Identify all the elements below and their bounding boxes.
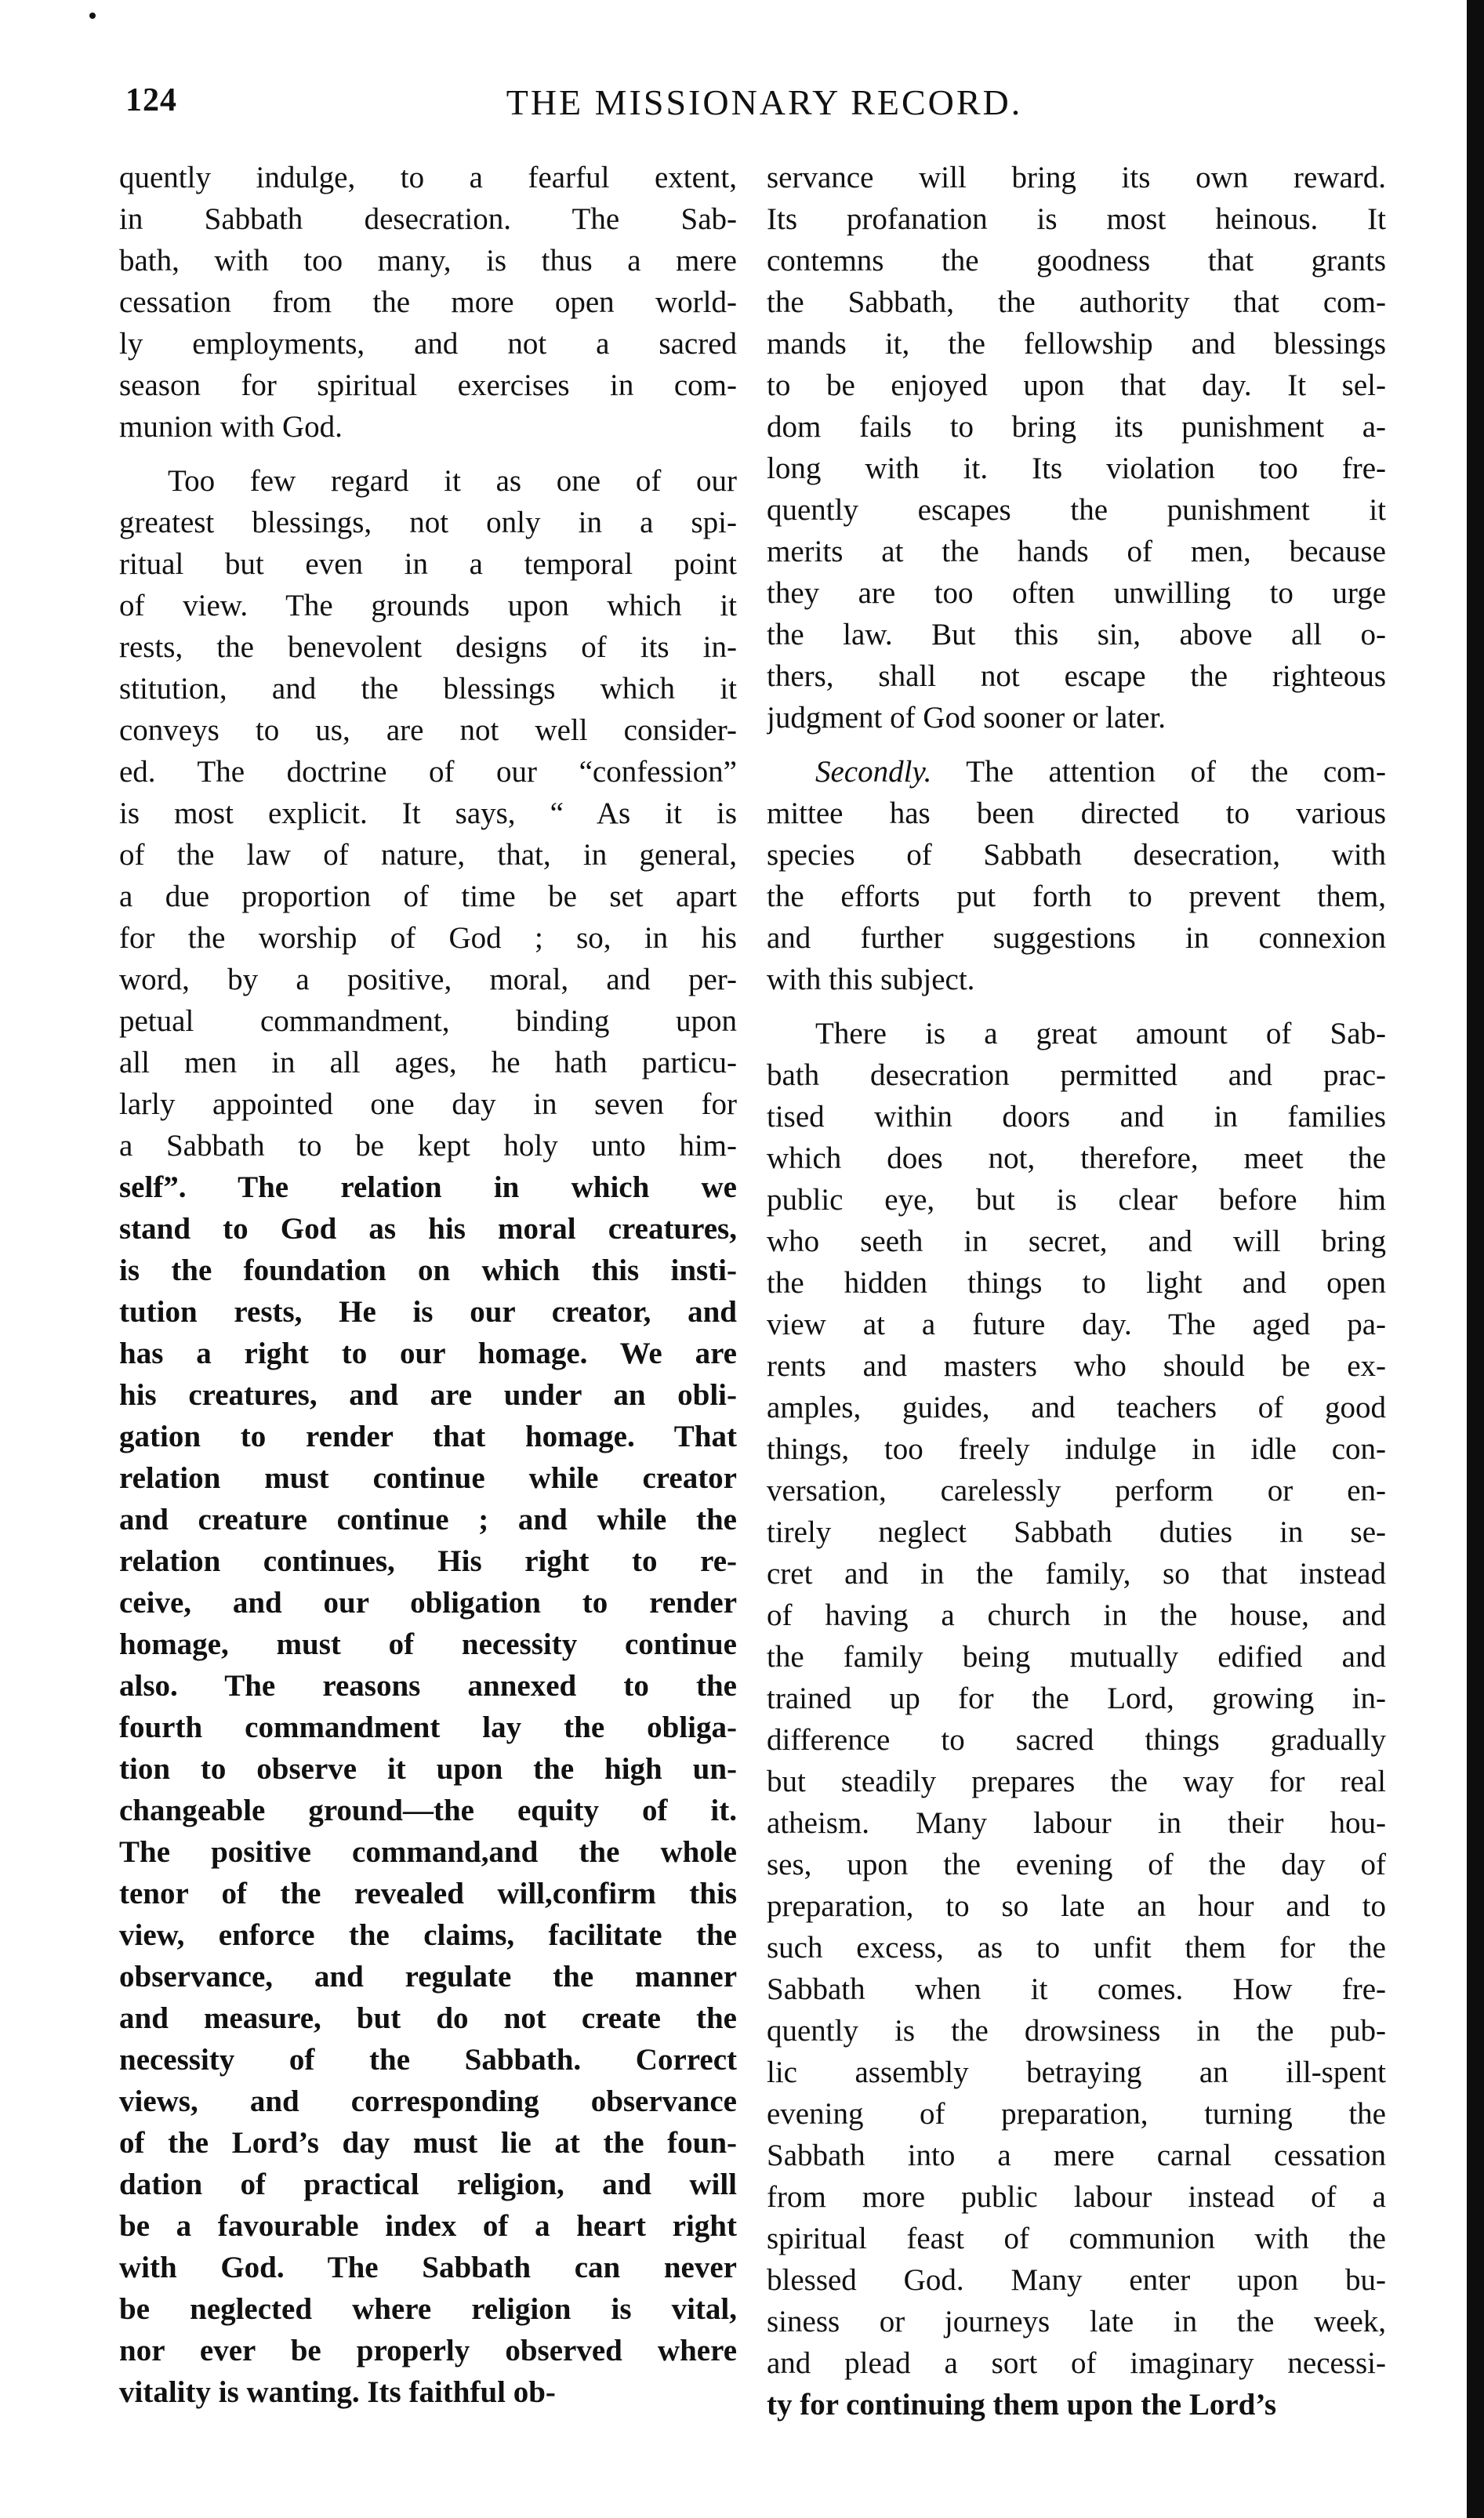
text-line <box>767 2384 1386 2425</box>
line-text: which does not, therefore, meet the <box>767 1141 1386 1175</box>
line-text: munion with God. <box>119 410 343 444</box>
text-line <box>119 502 737 543</box>
text-line <box>767 834 1386 876</box>
text-line <box>767 2342 1386 2384</box>
line-text: relation continues, His right to re- <box>119 1544 737 1578</box>
text-line <box>767 489 1386 531</box>
text-line <box>119 1374 737 1416</box>
text-line <box>767 1428 1386 1470</box>
line-text: siness or journeys late in the week, <box>767 2305 1386 2338</box>
text-line <box>119 751 737 793</box>
text-line <box>119 668 737 709</box>
line-text: vitality is wanting. Its faithful ob- <box>119 2375 556 2409</box>
text-line <box>119 2164 737 2205</box>
line-text: and plead a sort of imaginary necessi- <box>767 2346 1386 2380</box>
text-line <box>119 1831 737 1873</box>
line-text: nor ever be properly observed where <box>119 2334 737 2367</box>
line-text: servance will bring its own reward. <box>767 161 1386 194</box>
text-line <box>767 1968 1386 2010</box>
paragraph <box>767 157 1386 738</box>
text-line <box>119 585 737 626</box>
line-text: contemns the goodness that grants <box>767 244 1386 278</box>
line-text: long with it. Its violation too fre- <box>767 452 1386 485</box>
line-text: the efforts put forth to prevent them, <box>767 880 1386 913</box>
line-text: spiritual feast of communion with the <box>767 2222 1386 2255</box>
line-text: is most explicit. It says, “ As it is <box>119 796 737 830</box>
text-line <box>119 2330 737 2371</box>
line-text: with this subject. <box>767 963 975 996</box>
running-title: THE MISSIONARY RECORD. <box>506 82 1023 122</box>
text-line <box>119 917 737 959</box>
line-text: There is a great amount of Sab- <box>815 1017 1386 1050</box>
line-text: changeable ground—the equity of it. <box>119 1794 737 1827</box>
text-line <box>119 543 737 585</box>
text-line <box>767 917 1386 959</box>
line-text: of having a church in the house, and <box>767 1598 1386 1632</box>
text-line <box>119 1540 737 1582</box>
line-text: ses, upon the evening of the day of <box>767 1848 1386 1881</box>
text-line <box>119 1333 737 1374</box>
line-text: ly employments, and not a sacred <box>119 327 737 361</box>
line-text: The attention of the com- <box>931 755 1386 789</box>
text-line <box>767 751 1386 793</box>
text-line <box>119 365 737 406</box>
text-line <box>119 157 737 198</box>
line-text: the law. But this sin, above all o- <box>767 618 1386 651</box>
text-line <box>119 281 737 323</box>
text-line <box>767 1137 1386 1179</box>
text-line <box>767 655 1386 697</box>
line-text: ritual but even in a temporal point <box>119 547 737 581</box>
line-text: tirely neglect Sabbath duties in se- <box>767 1515 1386 1549</box>
text-line <box>767 2052 1386 2093</box>
line-text: cessation from the more open world- <box>119 285 737 319</box>
text-line <box>119 834 737 876</box>
line-text: of the law of nature, that, in general, <box>119 838 737 872</box>
text-line <box>767 1013 1386 1054</box>
line-text: and creature continue ; and while the <box>119 1503 737 1537</box>
text-line <box>767 2135 1386 2176</box>
text-line <box>767 614 1386 655</box>
line-text: Sabbath into a mere carnal cessation <box>767 2139 1386 2172</box>
page-number: 124 <box>125 82 177 118</box>
line-text: ty for continuing them upon the Lord’s <box>767 2388 1277 2422</box>
line-text: view, enforce the claims, facilitate the <box>119 1918 737 1952</box>
line-text: ed. The doctrine of our “confession” <box>119 755 737 789</box>
line-text: difference to sacred things gradually <box>767 1723 1386 1757</box>
line-text: tised within doors and in families <box>767 1100 1386 1134</box>
text-line <box>767 2259 1386 2301</box>
page-header <box>125 82 1403 136</box>
text-line <box>767 365 1386 406</box>
line-text: things, too freely indulge in idle con- <box>767 1432 1386 1466</box>
text-line <box>767 1345 1386 1387</box>
text-line <box>119 1582 737 1624</box>
text-line <box>119 1997 737 2039</box>
paragraph <box>119 157 737 448</box>
line-text: preparation, to so late an hour and to <box>767 1889 1386 1923</box>
text-line <box>767 1553 1386 1595</box>
line-text: lic assembly betraying an ill-spent <box>767 2055 1386 2089</box>
text-line <box>767 1179 1386 1221</box>
line-text: quently is the drowsiness in the pub- <box>767 2014 1386 2048</box>
text-line <box>767 1719 1386 1761</box>
text-line <box>119 626 737 668</box>
line-text: gation to render that homage. That <box>119 1420 737 1453</box>
line-text: for the worship of God ; so, in his <box>119 921 737 955</box>
text-line <box>767 281 1386 323</box>
line-text: cret and in the family, so that instead <box>767 1557 1386 1591</box>
text-line <box>119 1457 737 1499</box>
text-line <box>119 198 737 240</box>
line-text: amples, guides, and teachers of good <box>767 1391 1386 1424</box>
line-text: they are too often unwilling to urge <box>767 576 1386 610</box>
text-line <box>119 1416 737 1457</box>
text-line <box>767 531 1386 572</box>
line-text: mands it, the fellowship and blessings <box>767 327 1386 361</box>
text-line <box>119 240 737 281</box>
line-text: evening of preparation, turning the <box>767 2097 1386 2131</box>
text-line <box>119 1000 737 1042</box>
text-line <box>767 406 1386 448</box>
line-text: his creatures, and are under an obli- <box>119 1378 737 1412</box>
text-line <box>119 1624 737 1665</box>
line-text: self”. The relation in which we <box>119 1170 737 1204</box>
text-line <box>767 959 1386 1000</box>
italic-lead: Secondly. <box>815 755 932 789</box>
line-text: the hidden things to light and open <box>767 1266 1386 1300</box>
line-text: and further suggestions in connexion <box>767 921 1386 955</box>
line-text: to be enjoyed upon that day. It sel- <box>767 368 1386 402</box>
text-line <box>119 1042 737 1083</box>
text-line <box>767 1761 1386 1802</box>
text-line <box>767 1054 1386 1096</box>
text-line <box>767 1221 1386 1262</box>
line-text: is the foundation on which this insti- <box>119 1254 737 1287</box>
text-line <box>119 2371 737 2413</box>
text-line <box>767 1387 1386 1428</box>
line-text: the Sabbath, the authority that com- <box>767 285 1386 319</box>
line-text: petual commandment, binding upon <box>119 1004 737 1038</box>
text-line <box>767 1096 1386 1137</box>
text-line <box>119 1707 737 1748</box>
page-edge-shadow <box>1467 0 1484 2518</box>
line-text: atheism. Many labour in their hou- <box>767 1806 1386 1840</box>
text-line <box>119 1208 737 1250</box>
line-text: and measure, but do not create the <box>119 2001 737 2035</box>
text-line <box>119 876 737 917</box>
text-line <box>767 240 1386 281</box>
text-line <box>767 1595 1386 1636</box>
line-text: tenor of the revealed will,confirm this <box>119 1877 737 1910</box>
line-text: rests, the benevolent designs of its in- <box>119 630 737 664</box>
text-line <box>119 793 737 834</box>
text-line <box>119 1291 737 1333</box>
line-text: trained up for the Lord, growing in- <box>767 1682 1386 1715</box>
text-line <box>119 406 737 448</box>
ink-speck <box>89 13 96 19</box>
line-text: versation, carelessly perform or en- <box>767 1474 1386 1508</box>
line-text: in Sabbath desecration. The Sab- <box>119 202 737 236</box>
paragraph <box>119 460 737 2413</box>
text-line <box>767 2176 1386 2218</box>
right-column <box>767 157 1386 2477</box>
line-text: public eye, but is clear before him <box>767 1183 1386 1217</box>
text-line <box>767 793 1386 834</box>
line-text: but steadily prepares the way for real <box>767 1765 1386 1798</box>
line-text: has a right to our homage. We are <box>119 1337 737 1370</box>
line-text: be neglected where religion is vital, <box>119 2292 737 2326</box>
text-line <box>119 2081 737 2122</box>
line-text: rents and masters who should be ex- <box>767 1349 1386 1383</box>
text-line <box>767 1927 1386 1968</box>
line-text: quently indulge, to a fearful extent, <box>119 161 737 194</box>
line-text: views, and corresponding observance <box>119 2084 737 2118</box>
line-text: thers, shall not escape the righteous <box>767 659 1386 693</box>
line-text: dom fails to bring its punishment a- <box>767 410 1386 444</box>
line-text: dation of practical religion, and will <box>119 2168 737 2201</box>
line-text: The positive command,and the whole <box>119 1835 737 1869</box>
text-line <box>767 572 1386 614</box>
line-text: a due proportion of time be set apart <box>119 880 737 913</box>
text-line <box>767 1470 1386 1511</box>
text-line <box>119 709 737 751</box>
text-line <box>119 1665 737 1707</box>
line-text: tion to observe it upon the high un- <box>119 1752 737 1786</box>
line-text: the family being mutually edified and <box>767 1640 1386 1674</box>
text-line <box>767 1678 1386 1719</box>
text-line <box>119 1748 737 1790</box>
line-text: greatest blessings, not only in a spi- <box>119 506 737 539</box>
text-line <box>119 1166 737 1208</box>
text-line <box>767 1636 1386 1678</box>
line-text: be a favourable index of a heart right <box>119 2209 737 2243</box>
text-line <box>119 2039 737 2081</box>
text-line <box>767 2010 1386 2052</box>
line-text: bath desecration permitted and prac- <box>767 1058 1386 1092</box>
line-text: with God. The Sabbath can never <box>119 2251 737 2284</box>
line-text: relation must continue while creator <box>119 1461 737 1495</box>
line-text: of the Lord’s day must lie at the foun- <box>119 2126 737 2160</box>
text-line <box>119 959 737 1000</box>
text-line <box>767 1262 1386 1304</box>
line-text: stand to God as his moral creatures, <box>119 1212 737 1246</box>
line-text: view at a future day. The aged pa- <box>767 1308 1386 1341</box>
line-text: also. The reasons annexed to the <box>119 1669 737 1703</box>
line-text: necessity of the Sabbath. Correct <box>119 2043 737 2077</box>
line-text: from more public labour instead of a <box>767 2180 1386 2214</box>
text-line <box>119 1956 737 1997</box>
text-line <box>767 323 1386 365</box>
text-line <box>119 1125 737 1166</box>
line-text: Sabbath when it comes. How fre- <box>767 1972 1386 2006</box>
line-text: tution rests, He is our creator, and <box>119 1295 737 1329</box>
text-line <box>119 1914 737 1956</box>
text-line <box>119 2205 737 2247</box>
text-line <box>767 1511 1386 1553</box>
text-line <box>767 2218 1386 2259</box>
line-text: quently escapes the punishment it <box>767 493 1386 527</box>
text-line <box>119 2247 737 2288</box>
text-line <box>119 1873 737 1914</box>
text-line <box>767 697 1386 738</box>
line-text: blessed God. Many enter upon bu- <box>767 2263 1386 2297</box>
line-text: observance, and regulate the manner <box>119 1960 737 1994</box>
text-line <box>119 2288 737 2330</box>
line-text: conveys to us, are not well consider- <box>119 713 737 747</box>
line-text: species of Sabbath desecration, with <box>767 838 1386 872</box>
line-text: judgment of God sooner or later. <box>767 701 1167 735</box>
line-text: such excess, as to unfit them for the <box>767 1931 1386 1965</box>
line-text: merits at the hands of men, because <box>767 535 1386 568</box>
line-text: homage, must of necessity continue <box>119 1627 737 1661</box>
line-text: Too few regard it as one of our <box>168 464 737 498</box>
text-line <box>767 2301 1386 2342</box>
line-text: ceive, and our obligation to render <box>119 1586 737 1620</box>
line-text: who seeth in secret, and will bring <box>767 1225 1386 1258</box>
text-line <box>767 876 1386 917</box>
line-text: stitution, and the blessings which it <box>119 672 737 706</box>
text-line <box>119 460 737 502</box>
text-line <box>119 1499 737 1540</box>
text-line <box>767 1304 1386 1345</box>
line-text: Its profanation is most heinous. It <box>767 202 1386 236</box>
line-text: word, by a positive, moral, and per- <box>119 963 737 996</box>
text-line <box>767 2093 1386 2135</box>
text-line <box>119 1250 737 1291</box>
text-line <box>767 1802 1386 1844</box>
line-text: fourth commandment lay the obliga- <box>119 1711 737 1744</box>
line-text: a Sabbath to be kept holy unto him- <box>119 1129 737 1163</box>
text-line <box>767 157 1386 198</box>
line-text: larly appointed one day in seven for <box>119 1087 737 1121</box>
line-text: bath, with too many, is thus a mere <box>119 244 737 278</box>
line-text: season for spiritual exercises in com- <box>119 368 737 402</box>
line-text: of view. The grounds upon which it <box>119 589 737 622</box>
left-column <box>119 157 737 2477</box>
text-line <box>119 1790 737 1831</box>
line-text: all men in all ages, he hath particu- <box>119 1046 737 1079</box>
text-line <box>767 1885 1386 1927</box>
text-line <box>767 198 1386 240</box>
text-line <box>119 2122 737 2164</box>
text-line <box>119 1083 737 1125</box>
text-line <box>119 323 737 365</box>
paragraph <box>767 1013 1386 2425</box>
text-line <box>767 448 1386 489</box>
paragraph <box>767 751 1386 1000</box>
line-text: mittee has been directed to various <box>767 796 1386 830</box>
text-line <box>767 1844 1386 1885</box>
